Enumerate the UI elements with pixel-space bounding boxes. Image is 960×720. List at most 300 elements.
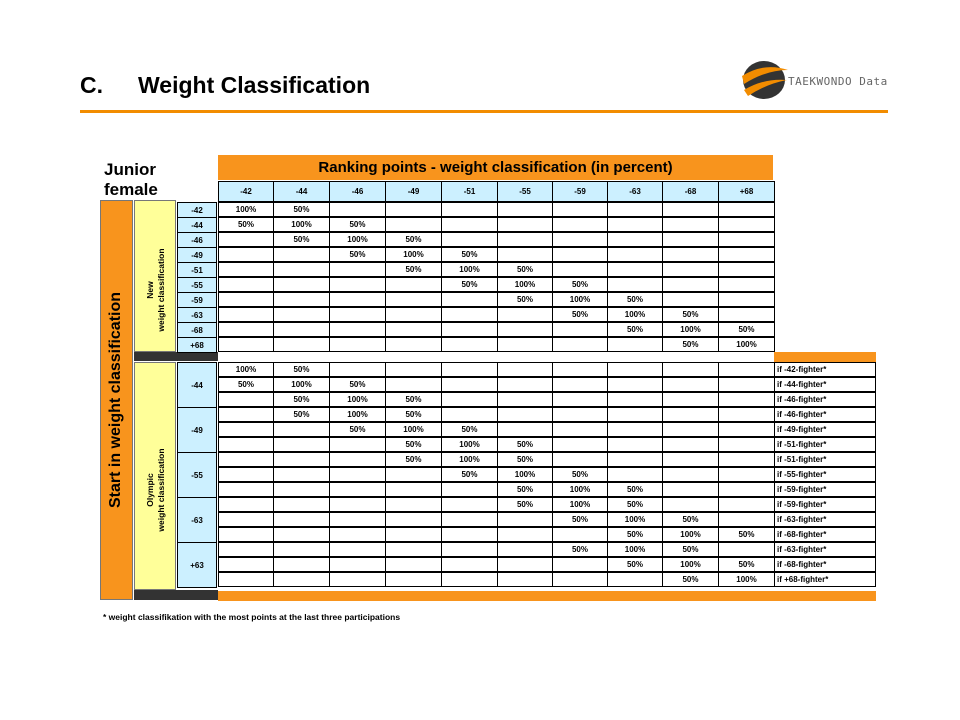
grid-cell: 50%	[385, 392, 442, 407]
grid-cell	[218, 542, 274, 557]
grid-cell: 100%	[329, 232, 386, 247]
row-header: -46	[177, 232, 217, 248]
grid-cell: 100%	[218, 362, 274, 377]
row-header: -59	[177, 292, 217, 308]
ranking-points-header: Ranking points - weight classification (in percent)	[218, 155, 773, 180]
grid-cell: 50%	[329, 422, 386, 437]
grid-cell	[552, 392, 608, 407]
grid-cell: 50%	[385, 407, 442, 422]
grid-cell	[441, 232, 498, 247]
grid-cell	[607, 247, 663, 262]
olympic-group-header: -63	[177, 497, 217, 543]
grid-cell	[441, 337, 498, 352]
grid-cell: 100%	[662, 557, 719, 572]
fighter-note: if -46-fighter*	[774, 407, 876, 422]
grid-cell	[385, 467, 442, 482]
grid-cell	[607, 262, 663, 277]
grid-cell: 100%	[441, 452, 498, 467]
grid-cell	[552, 557, 608, 572]
grid-cell: 100%	[385, 422, 442, 437]
grid-cell	[662, 277, 719, 292]
grid-cell: 50%	[662, 307, 719, 322]
grid-cell	[218, 467, 274, 482]
grid-cell	[552, 572, 608, 587]
grid-cell	[441, 542, 498, 557]
grid-cell	[497, 247, 553, 262]
grid-cell	[497, 422, 553, 437]
grid-cell	[385, 277, 442, 292]
grid-cell: 50%	[607, 292, 663, 307]
grid-cell	[218, 557, 274, 572]
grid-cell	[718, 452, 775, 467]
grid-cell	[218, 337, 274, 352]
grid-cell	[662, 482, 719, 497]
bottom-separator	[134, 590, 218, 600]
fighter-note: if +68-fighter*	[774, 572, 876, 587]
grid-cell	[329, 307, 386, 322]
grid-cell: 50%	[329, 247, 386, 262]
grid-cell	[329, 437, 386, 452]
grid-cell	[607, 377, 663, 392]
grid-cell	[329, 202, 386, 217]
grid-cell	[718, 307, 775, 322]
grid-cell: 50%	[497, 482, 553, 497]
grid-cell	[385, 202, 442, 217]
fighter-note: if -63-fighter*	[774, 542, 876, 557]
group-label-female: female	[104, 180, 158, 199]
olympic-label-line1: Olympic	[145, 473, 155, 507]
grid-cell: 50%	[273, 202, 330, 217]
row-header: -51	[177, 262, 217, 278]
grid-cell	[662, 247, 719, 262]
olympic-group-header: -55	[177, 452, 217, 498]
grid-cell	[718, 437, 775, 452]
grid-cell: 100%	[441, 437, 498, 452]
grid-cell	[497, 572, 553, 587]
grid-cell	[218, 572, 274, 587]
grid-cell	[218, 277, 274, 292]
grid-cell	[441, 392, 498, 407]
grid-cell	[329, 482, 386, 497]
fighter-note: if -51-fighter*	[774, 437, 876, 452]
grid-cell	[273, 452, 330, 467]
column-header: -55	[497, 181, 553, 202]
fighter-note: if -59-fighter*	[774, 497, 876, 512]
bottom-bar	[218, 591, 876, 601]
grid-cell	[441, 217, 498, 232]
grid-cell: 100%	[662, 527, 719, 542]
row-header: -55	[177, 277, 217, 293]
grid-cell: 50%	[552, 512, 608, 527]
grid-cell	[385, 377, 442, 392]
grid-cell	[385, 292, 442, 307]
grid-cell	[218, 307, 274, 322]
grid-cell	[441, 377, 498, 392]
grid-cell	[218, 322, 274, 337]
grid-cell	[607, 392, 663, 407]
grid-cell	[552, 362, 608, 377]
grid-cell	[662, 497, 719, 512]
grid-cell	[718, 202, 775, 217]
grid-cell	[441, 482, 498, 497]
grid-cell: 50%	[718, 322, 775, 337]
fighter-note: if -55-fighter*	[774, 467, 876, 482]
grid-cell	[552, 262, 608, 277]
grid-cell: 50%	[441, 422, 498, 437]
grid-cell	[385, 362, 442, 377]
grid-cell: 100%	[662, 322, 719, 337]
grid-cell	[718, 407, 775, 422]
grid-cell	[662, 292, 719, 307]
logo-text: TAEKWONDO Data	[788, 75, 888, 88]
grid-cell: 50%	[385, 232, 442, 247]
grid-cell	[718, 292, 775, 307]
grid-cell: 100%	[607, 512, 663, 527]
grid-cell: 50%	[662, 572, 719, 587]
grid-cell	[218, 422, 274, 437]
grid-cell: 50%	[441, 467, 498, 482]
grid-cell	[662, 467, 719, 482]
grid-cell: 50%	[497, 262, 553, 277]
grid-cell	[607, 232, 663, 247]
notes-header-bar	[774, 352, 876, 362]
grid-cell: 100%	[273, 217, 330, 232]
grid-cell	[662, 262, 719, 277]
grid-cell	[718, 217, 775, 232]
grid-cell	[497, 307, 553, 322]
column-header: -44	[273, 181, 330, 202]
grid-cell	[497, 202, 553, 217]
swoosh-logo-icon	[740, 56, 790, 104]
grid-cell	[718, 232, 775, 247]
grid-cell	[607, 362, 663, 377]
grid-cell	[441, 512, 498, 527]
grid-cell	[662, 422, 719, 437]
row-header: +68	[177, 337, 217, 353]
grid-cell	[718, 247, 775, 262]
grid-cell	[497, 217, 553, 232]
fighter-note: if -68-fighter*	[774, 557, 876, 572]
grid-cell	[441, 407, 498, 422]
grid-cell	[385, 542, 442, 557]
new-label-line2: weight classification	[156, 248, 166, 332]
grid-cell: 100%	[552, 482, 608, 497]
grid-cell: 50%	[607, 322, 663, 337]
column-header: -68	[662, 181, 719, 202]
grid-cell	[218, 262, 274, 277]
column-header: +68	[718, 181, 775, 202]
grid-cell	[273, 512, 330, 527]
grid-cell	[218, 527, 274, 542]
section-separator	[134, 352, 218, 361]
column-header: -51	[441, 181, 498, 202]
grid-cell	[385, 572, 442, 587]
grid-cell	[441, 202, 498, 217]
grid-cell	[218, 482, 274, 497]
grid-cell	[718, 377, 775, 392]
new-label-line1: New	[145, 281, 155, 299]
grid-cell	[218, 392, 274, 407]
olympic-classification-label	[145, 448, 167, 531]
grid-cell	[329, 527, 386, 542]
grid-cell: 100%	[329, 392, 386, 407]
grid-cell: 50%	[497, 292, 553, 307]
grid-cell: 50%	[552, 467, 608, 482]
fighter-note: if -44-fighter*	[774, 377, 876, 392]
olympic-group-header: -49	[177, 407, 217, 453]
grid-cell	[718, 277, 775, 292]
grid-cell	[497, 527, 553, 542]
fighter-note: if -49-fighter*	[774, 422, 876, 437]
grid-cell	[552, 422, 608, 437]
grid-cell: 50%	[441, 247, 498, 262]
fighter-note: if -51-fighter*	[774, 452, 876, 467]
row-header: -49	[177, 247, 217, 263]
grid-cell	[497, 392, 553, 407]
column-header: -46	[329, 181, 386, 202]
title-text: Weight Classification	[138, 72, 371, 98]
grid-cell	[552, 322, 608, 337]
grid-cell	[441, 292, 498, 307]
grid-cell	[662, 217, 719, 232]
grid-cell	[607, 437, 663, 452]
grid-cell	[607, 337, 663, 352]
grid-cell	[273, 322, 330, 337]
column-header: -63	[607, 181, 663, 202]
grid-cell	[718, 482, 775, 497]
grid-cell	[718, 362, 775, 377]
grid-cell	[718, 422, 775, 437]
grid-cell: 50%	[497, 437, 553, 452]
grid-cell	[273, 572, 330, 587]
group-label-junior: Junior	[104, 160, 156, 179]
grid-cell	[718, 497, 775, 512]
grid-cell: 50%	[662, 512, 719, 527]
grid-cell	[662, 377, 719, 392]
grid-cell	[385, 307, 442, 322]
title-letter: C.	[80, 72, 103, 98]
grid-cell	[329, 557, 386, 572]
grid-cell: 50%	[273, 362, 330, 377]
grid-cell: 50%	[718, 527, 775, 542]
grid-cell	[552, 202, 608, 217]
grid-cell	[218, 512, 274, 527]
grid-cell	[662, 437, 719, 452]
grid-cell: 50%	[718, 557, 775, 572]
grid-cell: 100%	[552, 292, 608, 307]
grid-cell: 50%	[552, 542, 608, 557]
taekwondo-data-logo	[740, 56, 890, 104]
grid-cell	[385, 217, 442, 232]
grid-cell	[385, 322, 442, 337]
grid-cell	[497, 407, 553, 422]
row-header: -44	[177, 217, 217, 233]
grid-cell	[497, 232, 553, 247]
grid-cell	[329, 277, 386, 292]
grid-cell	[385, 337, 442, 352]
grid-cell	[329, 362, 386, 377]
grid-cell	[607, 217, 663, 232]
start-classification-label: Start in weight classification	[107, 291, 124, 509]
grid-cell	[273, 337, 330, 352]
grid-cell	[329, 337, 386, 352]
grid-cell	[497, 322, 553, 337]
grid-cell: 50%	[607, 527, 663, 542]
grid-cell: 50%	[273, 232, 330, 247]
grid-cell: 100%	[385, 247, 442, 262]
grid-cell	[607, 202, 663, 217]
grid-cell	[273, 557, 330, 572]
grid-cell	[552, 527, 608, 542]
grid-cell	[552, 217, 608, 232]
grid-cell	[662, 407, 719, 422]
grid-cell: 100%	[607, 542, 663, 557]
grid-cell	[273, 292, 330, 307]
grid-cell: 50%	[607, 557, 663, 572]
grid-cell: 50%	[662, 337, 719, 352]
grid-cell	[329, 322, 386, 337]
grid-cell: 50%	[441, 277, 498, 292]
grid-cell: 50%	[552, 307, 608, 322]
grid-cell: 50%	[218, 377, 274, 392]
grid-cell: 100%	[718, 337, 775, 352]
grid-cell	[497, 542, 553, 557]
grid-cell	[441, 322, 498, 337]
grid-cell	[441, 557, 498, 572]
grid-cell	[607, 422, 663, 437]
grid-cell	[218, 292, 274, 307]
grid-cell	[607, 467, 663, 482]
grid-cell: 50%	[607, 497, 663, 512]
grid-cell	[718, 467, 775, 482]
footnote: * weight classifikation with the most points at the last three participations	[103, 612, 401, 622]
grid-cell	[273, 542, 330, 557]
grid-cell	[662, 202, 719, 217]
grid-cell	[441, 362, 498, 377]
grid-cell	[441, 307, 498, 322]
olympic-label-line2: weight classification	[156, 448, 166, 532]
grid-cell	[329, 467, 386, 482]
grid-cell	[218, 497, 274, 512]
grid-cell	[718, 262, 775, 277]
grid-cell	[385, 482, 442, 497]
row-header: -42	[177, 202, 217, 218]
grid-cell	[552, 337, 608, 352]
grid-cell	[552, 452, 608, 467]
row-header: -68	[177, 322, 217, 338]
olympic-group-header: -44	[177, 362, 217, 408]
grid-cell	[273, 527, 330, 542]
grid-cell	[662, 392, 719, 407]
grid-cell	[385, 527, 442, 542]
grid-cell	[552, 407, 608, 422]
grid-cell	[329, 542, 386, 557]
grid-cell	[497, 337, 553, 352]
column-header: -59	[552, 181, 608, 202]
fighter-note: if -42-fighter*	[774, 362, 876, 377]
grid-cell: 50%	[329, 217, 386, 232]
grid-cell	[552, 437, 608, 452]
header-divider	[80, 110, 888, 113]
grid-cell: 100%	[441, 262, 498, 277]
grid-cell	[329, 512, 386, 527]
grid-cell: 50%	[497, 497, 553, 512]
grid-cell	[273, 307, 330, 322]
grid-cell	[329, 292, 386, 307]
grid-cell	[441, 572, 498, 587]
grid-cell	[273, 262, 330, 277]
grid-cell	[273, 422, 330, 437]
grid-cell	[607, 277, 663, 292]
grid-cell: 50%	[662, 542, 719, 557]
grid-cell	[497, 362, 553, 377]
grid-cell	[218, 232, 274, 247]
fighter-note: if -59-fighter*	[774, 482, 876, 497]
column-header: -42	[218, 181, 274, 202]
grid-cell	[662, 232, 719, 247]
grid-cell: 50%	[273, 407, 330, 422]
page-title	[80, 72, 370, 99]
grid-cell: 50%	[385, 452, 442, 467]
grid-cell: 100%	[497, 277, 553, 292]
grid-cell	[273, 277, 330, 292]
grid-cell: 50%	[218, 217, 274, 232]
grid-cell	[218, 407, 274, 422]
grid-cell	[607, 407, 663, 422]
grid-cell	[718, 542, 775, 557]
fighter-note: if -46-fighter*	[774, 392, 876, 407]
grid-cell: 100%	[607, 307, 663, 322]
grid-cell: 50%	[607, 482, 663, 497]
grid-cell	[329, 497, 386, 512]
grid-cell: 100%	[218, 202, 274, 217]
grid-cell	[218, 452, 274, 467]
grid-cell: 100%	[718, 572, 775, 587]
grid-cell	[273, 482, 330, 497]
grid-cell	[441, 527, 498, 542]
grid-cell	[552, 377, 608, 392]
grid-cell	[329, 572, 386, 587]
fighter-note: if -63-fighter*	[774, 512, 876, 527]
grid-cell	[329, 262, 386, 277]
grid-cell	[607, 572, 663, 587]
grid-cell: 50%	[329, 377, 386, 392]
grid-cell	[218, 247, 274, 262]
grid-cell	[607, 452, 663, 467]
grid-cell	[218, 437, 274, 452]
grid-cell	[385, 512, 442, 527]
olympic-group-header: +63	[177, 542, 217, 588]
grid-cell	[273, 247, 330, 262]
new-classification-label	[145, 248, 167, 331]
grid-cell	[497, 377, 553, 392]
grid-cell	[718, 392, 775, 407]
grid-cell: 100%	[329, 407, 386, 422]
grid-cell	[385, 497, 442, 512]
grid-cell	[273, 467, 330, 482]
grid-cell: 50%	[385, 437, 442, 452]
fighter-note: if -68-fighter*	[774, 527, 876, 542]
grid-cell	[441, 497, 498, 512]
grid-cell: 50%	[497, 452, 553, 467]
grid-cell	[329, 452, 386, 467]
grid-cell	[662, 362, 719, 377]
grid-cell	[718, 512, 775, 527]
grid-cell	[497, 557, 553, 572]
column-header: -49	[385, 181, 442, 202]
grid-cell: 50%	[273, 392, 330, 407]
grid-cell: 100%	[552, 497, 608, 512]
